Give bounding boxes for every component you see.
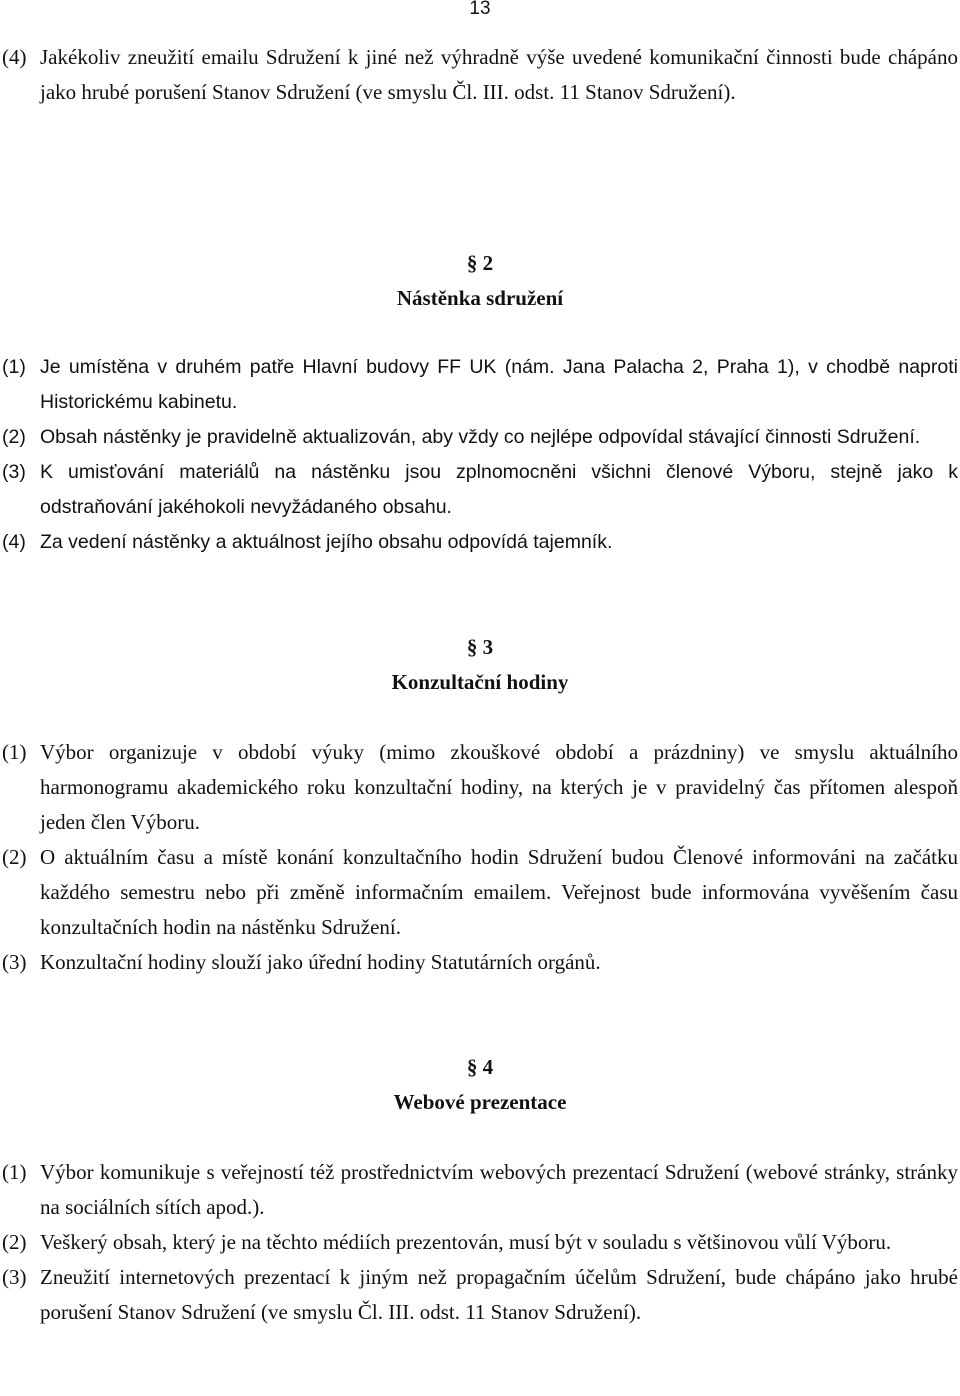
section-3-body: [0, 735, 960, 980]
section-heading: [0, 630, 960, 700]
list-item: [0, 1155, 960, 1225]
section-heading: [0, 1050, 960, 1120]
paragraph-text: Obsah nástěnky je pravidelně aktualizován, aby vždy co nejlépe odpovídal stávající činnosti Sdružení.: [40, 426, 921, 448]
paragraph-number: (4): [2, 45, 27, 69]
list-item: [0, 420, 960, 455]
paragraph-number: (1): [2, 1160, 27, 1184]
paragraph-number: (3): [2, 950, 27, 974]
paragraph-text: Konzultační hodiny slouží jako úřední hodiny Statutárních orgánů.: [40, 950, 601, 974]
list-item: [0, 455, 960, 525]
paragraph-text: K umisťování materiálů na nástěnku jsou zplnomocněni všichni členové Výboru, stejně jako k odstraňování jakéhokoli nevyžádaného obsahu.: [40, 461, 958, 518]
paragraph-number: (1): [2, 356, 26, 378]
list-item: [0, 1225, 960, 1260]
intro-paragraph: [0, 40, 960, 110]
section-title: Konzultační hodiny: [391, 670, 569, 694]
paragraph-number: (1): [2, 740, 27, 764]
list-item: [0, 525, 960, 560]
section-symbol: § 4: [466, 1055, 494, 1079]
paragraph-number: (2): [2, 426, 26, 448]
paragraph-number: (3): [2, 461, 26, 483]
paragraph-text: Výbor komunikuje s veřejností též prostřednictvím webových prezentací Sdružení (webové stránky, stránky na sociálních sítích apod.).: [40, 1160, 958, 1219]
section-title: Webové prezentace: [393, 1090, 567, 1114]
section-symbol: § 2: [466, 251, 494, 275]
paragraph-number: (3): [2, 1265, 27, 1289]
list-item: [0, 945, 960, 980]
list-item: [0, 840, 960, 945]
paragraph-text: Veškerý obsah, který je na těchto médiích prezentován, musí být v souladu s většinovou vůlí Výboru.: [40, 1230, 892, 1254]
paragraph-text: O aktuálním času a místě konání konzultačního hodin Sdružení budou Členové informováni na začátku každého semestru nebo při změně informačním emailem. Veřejnost bude informována vyvěšením času konzultačních hodin na nástěnku Sdružení.: [40, 845, 958, 939]
section-2-body: [0, 350, 960, 560]
list-item: [0, 1260, 960, 1330]
section-4-body: [0, 1155, 960, 1330]
section-heading: [0, 246, 960, 316]
paragraph-text: Je umístěna v druhém patře Hlavní budovy FF UK (nám. Jana Palacha 2, Praha 1), v chodbě naproti Historickému kabinetu.: [40, 356, 958, 413]
paragraph-text: Za vedení nástěnky a aktuálnost jejího obsahu odpovídá tajemník.: [40, 531, 613, 553]
paragraph-text: Jakékoliv zneužití emailu Sdružení k jiné než výhradně výše uvedené komunikační činnosti bude chápáno jako hrubé porušení Stanov Sdružení (ve smyslu Čl. III. odst. 11 Stanov Sdružení).: [40, 45, 958, 104]
paragraph-number: (4): [2, 531, 26, 553]
list-item: [0, 350, 960, 420]
paragraph-number: (2): [2, 845, 27, 869]
paragraph-text: Zneužití internetových prezentací k jiným než propagačním účelům Sdružení, bude chápáno jako hrubé porušení Stanov Sdružení (ve smyslu Čl. III. odst. 11 Stanov Sdružení).: [40, 1265, 958, 1324]
section-symbol: § 3: [466, 635, 494, 659]
list-item: [0, 735, 960, 840]
section-title: Nástěnka sdružení: [396, 286, 564, 310]
paragraph-text: Výbor organizuje v období výuky (mimo zkouškové období a prázdniny) ve smyslu aktuálního harmonogramu akademického roku konzultační hodiny, na kterých je v pravidelný čas přítomen alespoň jeden člen Výboru.: [40, 740, 958, 834]
paragraph-number: (2): [2, 1230, 27, 1254]
page-number: 13: [469, 0, 491, 19]
